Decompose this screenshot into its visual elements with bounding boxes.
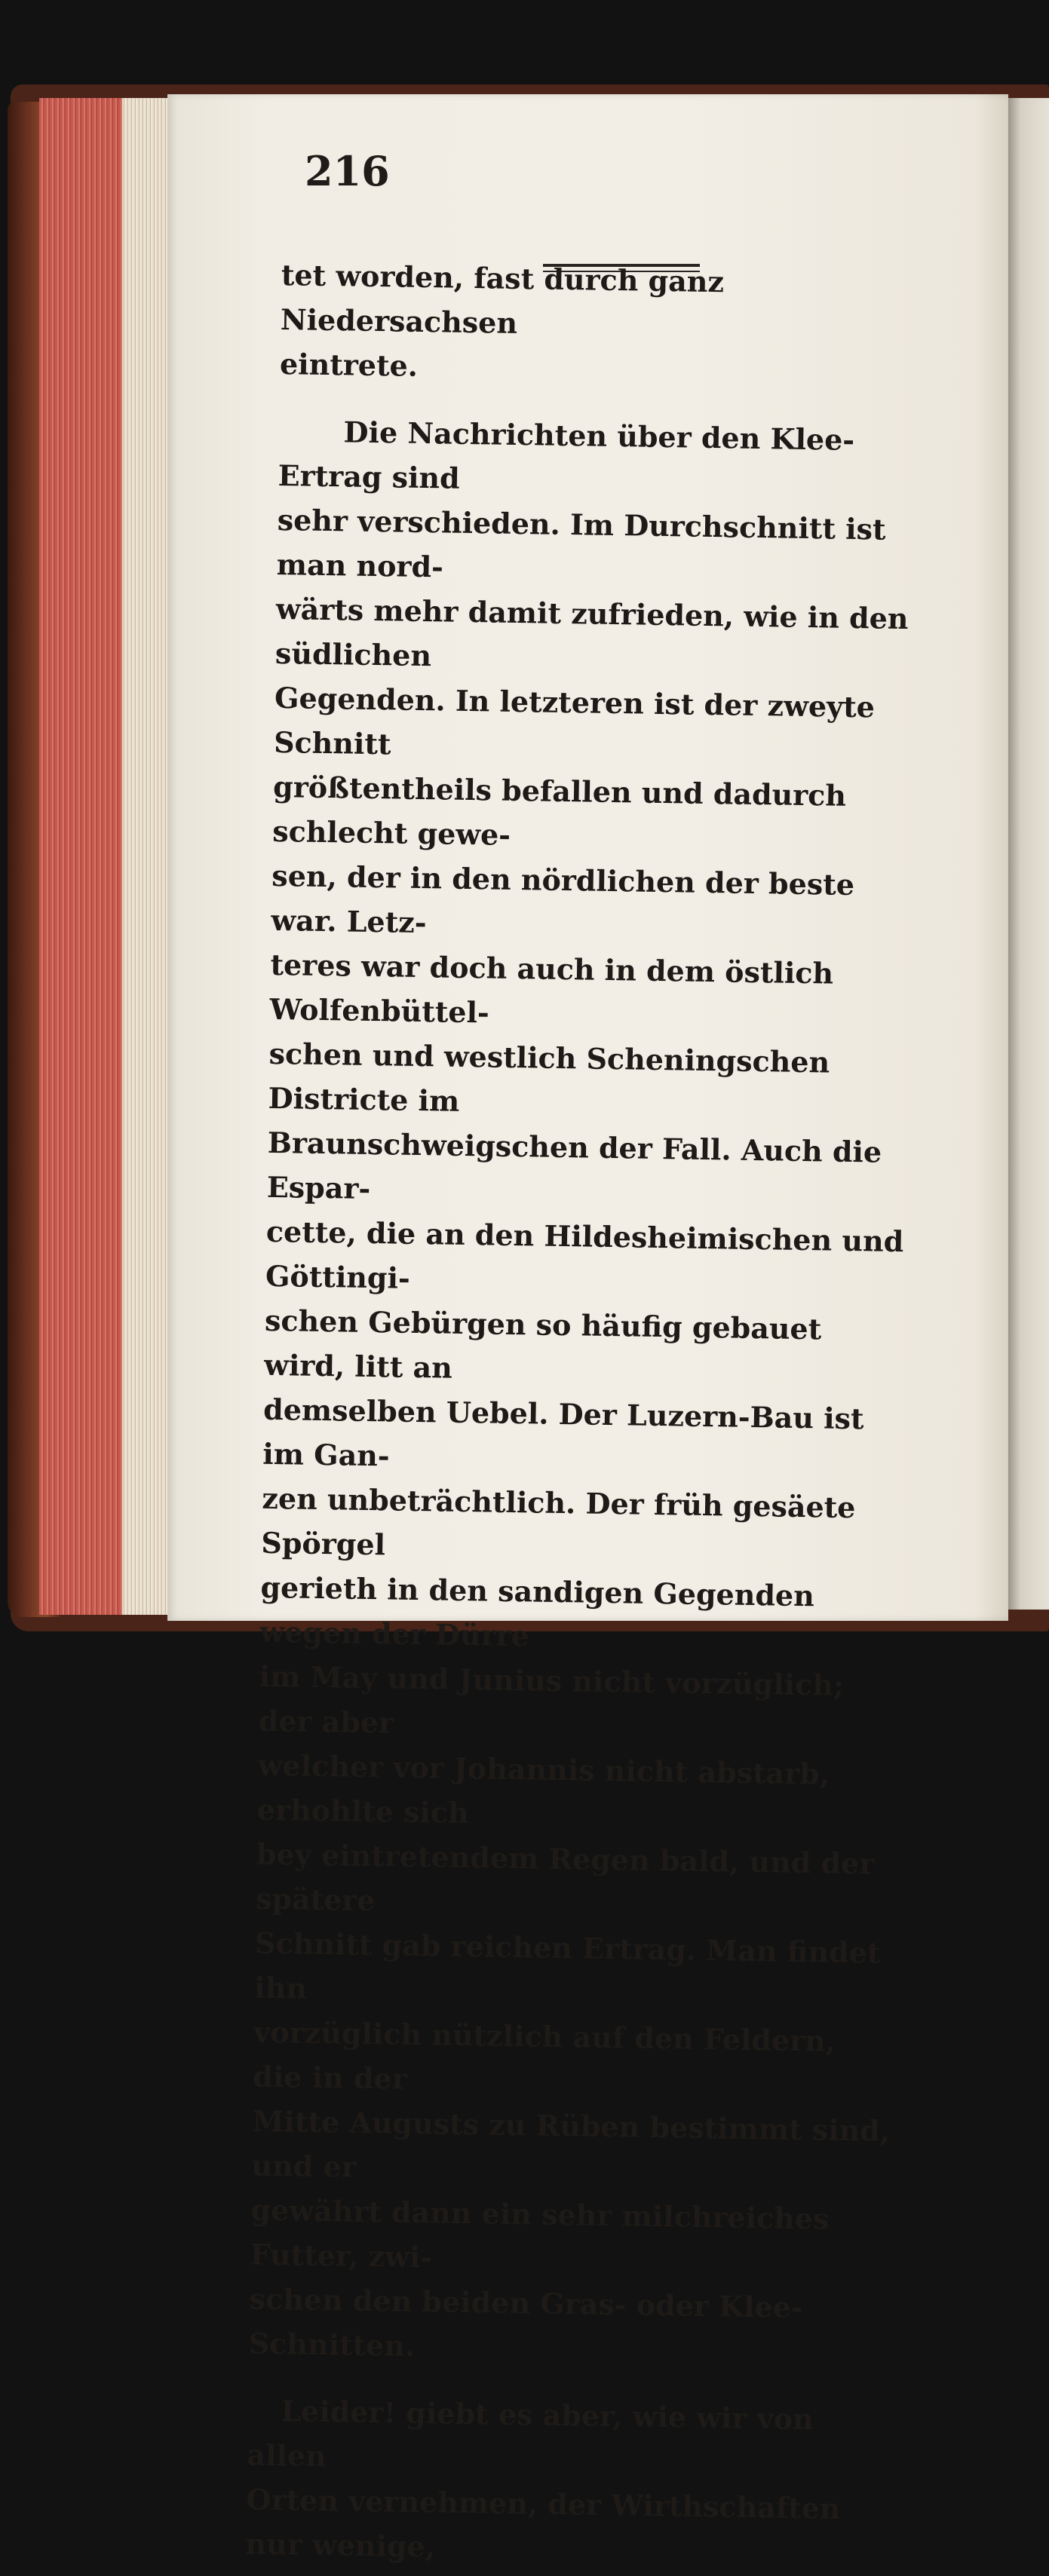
text-line: gewährt dann ein sehr milchreiches Futter, zwi- [250,2192,830,2274]
text-line: gerieth in den sandigen Gegenden wegen der Dürre [259,1570,815,1653]
paragraph-leider [245,2388,889,2576]
page-number: 216 [305,147,390,195]
text-line: tet worden, fast durch ganz Niedersachsen [280,257,725,340]
text-line: cette, die an den Hildesheimischen und Göttingi- [265,1214,904,1295]
text-line: welcher vor Johannis nicht abstarb, erhohlte sich [256,1747,830,1830]
text-line: Gegenden. In letzteren ist der zweyte Schnitt [273,680,876,761]
text-line: Mitte Augusts zu Rüben bestimmt sind, und er [251,2103,891,2184]
text-line: bey eintretendem Regen bald, und der spätere [255,1836,875,1918]
text-line: demselben Uebel. Der Luzern-Bau ist im Gan- [262,1392,864,1473]
text-line: schen und westlich Scheningschen Districte im [268,1036,830,1118]
text-line: größtentheils befallen und dadurch schlecht gewe- [271,769,847,852]
book-page [167,94,1008,2564]
text-line: wärts mehr damit zufrieden, wie in den südlichen [275,591,909,673]
text-line: sen, der in den nördlichen der beste war. Letz- [271,858,855,940]
text-line: Orten vernehmen, der Wirthschaften nur wenige, [245,2482,841,2564]
text-line: Die Nachrichten über den Klee-Ertrag sind [278,415,855,495]
text-line: Leider! giebt es aber, wie wir von allen [247,2394,814,2473]
body-text [245,222,923,2576]
paragraph-klee [248,409,920,2375]
text-line: Schnitt gab reichen Ertrag. Man findet ihn [253,1925,881,2005]
text-line: im May und Junius nicht vorzüglich; der aber [258,1659,845,1740]
text-line: teres war doch auch in dem östlich Wolfenbüttel- [269,947,834,1030]
text-line: eintrete. [279,346,419,383]
page-edges [39,98,176,1615]
text-line: schen Gebürgen so häufig gebauet wird, litt an [263,1303,822,1385]
text-line: vorzüglich nützlich auf den Feldern, die in der [253,2014,836,2096]
facing-page-edge [1008,98,1049,1610]
text-line: zen unbeträchtlich. Der früh gesäete Spörgel [261,1481,856,1562]
text-line: sehr verschieden. Im Durchschnitt ist man nord- [276,502,886,584]
text-line: schen den beiden Gras- oder Klee-Schnitten. [248,2281,804,2363]
text-line: Braunschweigschen der Fall. Auch die Espar- [266,1125,882,1205]
paragraph-continuation [280,253,923,396]
